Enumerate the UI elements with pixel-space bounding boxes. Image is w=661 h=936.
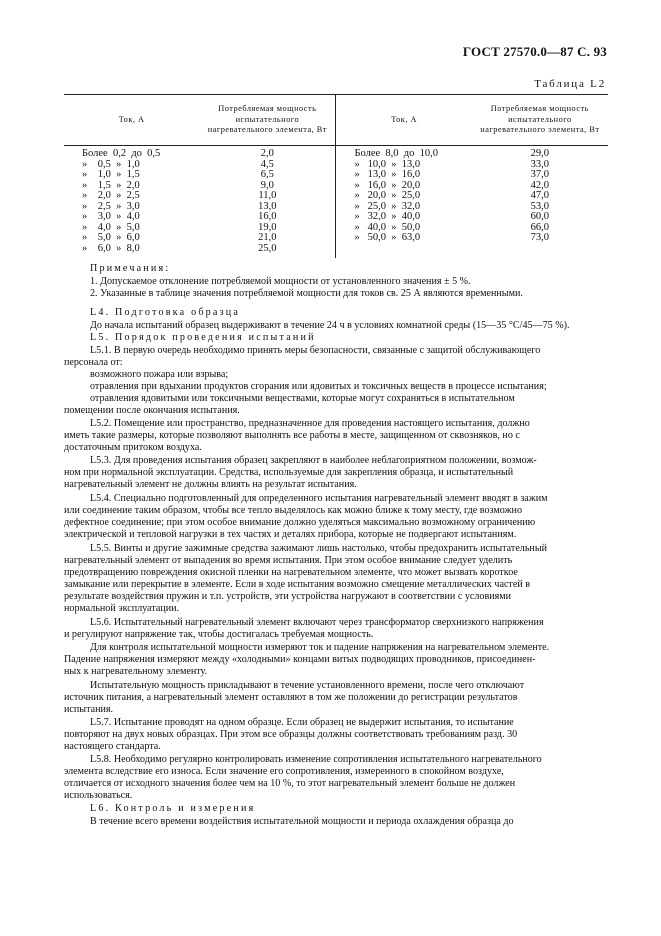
note-1: 1. Допускаемое отклонение потребляемой мощности от установленного значения ± 5 %. xyxy=(90,276,471,287)
l5-3-line-3: нагревательный элемент не должны влиять на результат испытания. xyxy=(64,479,357,490)
l5-5-line-4: замыкание или перекрытие в элементе. Если в ходе испытания возможно смещение металлических частей в xyxy=(64,579,531,590)
note-2: 2. Указанные в таблице значения потребляемой мощности для токов св. 25 А являются временными. xyxy=(90,288,523,299)
table-row xyxy=(64,146,608,259)
l5-4-line-3: дефектное соединение; при этом особое внимание должно уделяться максимально возможному ограничению xyxy=(64,517,536,528)
l5-5-line-3: предотвращению повреждения окисной пленки на нагревательном элементе, что может вызвать короткое xyxy=(64,567,518,578)
right-power-cell: 29,0 33,0 37,0 42,0 47,0 53,0 60,0 66,0 73,0 xyxy=(530,148,550,244)
notes-heading: Примечания: xyxy=(90,263,171,274)
l5-1-line-6: помещении после окончания испытания. xyxy=(64,405,240,416)
power-table xyxy=(64,94,608,258)
section-l4-text: До начала испытаний образец выдерживают в течение 24 ч в условиях комнатной среды (15—35 °С/45—75 %). xyxy=(90,320,570,331)
section-l5-heading: L5. Порядок проведения испытаний xyxy=(90,332,316,343)
l5-5-line-5: результате воздействия пружин и т.п. устройств, эти устройства нагружают в соответствии с условиями xyxy=(64,591,512,602)
l5-7-line-3: настоящего стандарта. xyxy=(64,741,161,752)
header-power-right: Потребляемая мощность испытательного нагревательного элемента, Вт xyxy=(472,95,608,146)
l5-1-line-5: отравления ядовитыми или токсичными веществами, которые могут сохраняться в испытательном xyxy=(90,393,515,404)
table-header-row xyxy=(64,95,608,146)
l5-8-line-3: отличается от исходного значения более чем на 10 %, то этот нагревательный элемент больше не должен xyxy=(64,778,516,789)
header-current-left: Ток, А xyxy=(64,95,199,146)
control-line-3: ных к нагревательному элементу. xyxy=(64,666,208,677)
l5-5-line-1: L5.5. Винты и другие зажимные средства зажимают лишь настолько, чтобы предохранить испытательный xyxy=(90,543,548,554)
l5-6-line-1: L5.6. Испытательный нагревательный элемент включают через трансформатор сверхнизкого напряжения xyxy=(90,617,544,628)
l5-8-line-1: L5.8. Необходимо регулярно контролировать изменение сопротивления испытательного нагревательного xyxy=(90,754,542,765)
header-power-left: Потребляемая мощность испытательного нагревательного элемента, Вт xyxy=(199,95,336,146)
l5-1-line-3: возможного пожара или взрыва; xyxy=(90,369,229,380)
l5-2-line-2: иметь такие размеры, которые позволяют выполнять все работы в месте, защищенном от сквозняков, но с xyxy=(64,430,520,441)
l5-6-line-2: и регулируют напряжение так, чтобы достигалась требуемая мощность. xyxy=(64,629,374,640)
l5-1-line-2: персонала от: xyxy=(64,357,123,368)
l5-1-line-4: отравления при вдыхании продуктов сгорания или ядовитых и токсичных веществ в процессе испытания; xyxy=(90,381,547,392)
table-caption: Таблица L2 xyxy=(534,78,606,90)
section-l6-heading: L6. Контроль и измерения xyxy=(90,803,256,814)
l5-4-line-2: или соединение таким образом, чтобы все тепло выделялось как можно ближе к тому месту, где возможно xyxy=(64,505,522,516)
left-current-cell: Более 0,2 до 0,5 » 0,5 » 1,0 » 1,0 » 1,5 » 1,5 » 2,0 » 2,0 » 2,5 » 2,5 » 3,0 » 3,0 » 4,0 » 4,0 » 5,0 » 5,0 » 6,0 » 6,0 » 8,0 xyxy=(82,148,161,254)
power-line-1: Испытательную мощность прикладывают в течение установленного времени, после чего отключают xyxy=(90,680,525,691)
l5-8-line-4: использоваться. xyxy=(64,790,133,801)
l5-5-line-6: нормальной эксплуатации. xyxy=(64,603,180,614)
power-line-3: испытания. xyxy=(64,704,114,715)
l5-4-line-4: электрической и тепловой нагрузки в тех частях и деталях прибора, которые не подвергают испытаниям. xyxy=(64,529,517,540)
header-current-right: Ток, А xyxy=(336,95,472,146)
l5-8-line-2: элемента вследствие его износа. Если значение его сопротивления, измеренного в спокойном воздухе, xyxy=(64,766,504,777)
section-l6-text: В течение всего времени воздействия испытательной мощности и периода охлаждения образца до xyxy=(90,816,514,827)
l5-7-line-1: L5.7. Испытание проводят на одном образце. Если образец не выдержит испытания, то испытание xyxy=(90,717,514,728)
l5-5-line-2: нагревательный элемент от выпадения во время испытания. При этом особое внимание следует уделить xyxy=(64,555,513,566)
control-line-1: Для контроля испытательной мощности измеряют ток и падение напряжения на нагревательном элементе. xyxy=(90,642,550,653)
l5-3-line-1: L5.3. Для проведения испытания образец закрепляют в наиболее неблагоприятном положении, возмож- xyxy=(90,455,537,466)
section-l4-heading: L4. Подготовка образца xyxy=(90,307,241,318)
page-header: ГОСТ 27570.0—87 С. 93 xyxy=(462,44,607,59)
l5-7-line-2: повторяют на двух новых образцах. При этом все образцы должны соответствовать требованиям разд. 30 xyxy=(64,729,518,740)
right-current-cell: Более 8,0 до 10,0 » 10,0 » 13,0 » 13,0 » 16,0 » 16,0 » 20,0 » 20,0 » 25,0 » 25,0 » 32,0 » 32,0 » 40,0 » 40,0 » 50,0 » 50,0 » 63,0 xyxy=(354,148,439,244)
power-line-2: источник питания, а нагревательный элемент оставляют в том же положении до регистрации результатов xyxy=(64,692,518,703)
l5-1-line-1: L5.1. В первую очередь необходимо принять меры безопасности, связанные с защитой обслуживающего xyxy=(90,345,541,356)
l5-2-line-3: достаточным притоком воздуха. xyxy=(64,442,202,453)
l5-2-line-1: L5.2. Помещение или пространство, предназначенное для проведения настоящего испытания, должно xyxy=(90,418,530,429)
control-line-2: Падение напряжения измеряют между «холодными» концами витых подводящих проводников, присоединен- xyxy=(64,654,536,665)
l5-4-line-1: L5.4. Специально подготовленный для определенного испытания нагревательный элемент вводят в зажим xyxy=(90,493,548,504)
left-power-cell: 2,0 4,5 6,5 9,0 11,0 13,0 16,0 19,0 21,0 25,0 xyxy=(199,146,336,259)
l5-3-line-2: ном при нормальной эксплуатации. Средства, используемые для закрепления образца, и испытательный xyxy=(64,467,514,478)
